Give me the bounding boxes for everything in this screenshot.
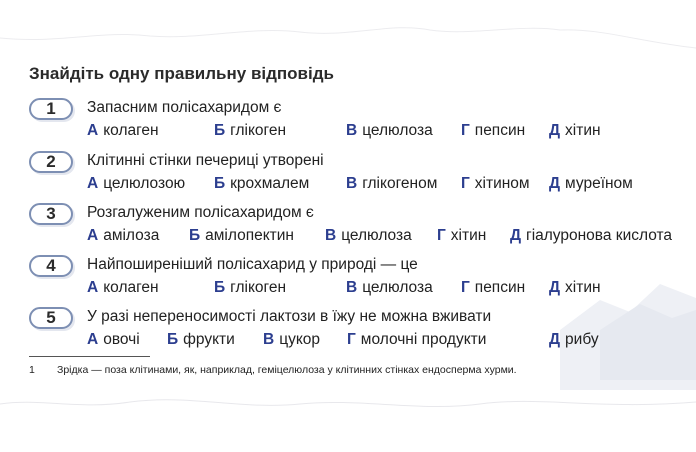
option-a[interactable]: [87, 175, 185, 193]
option-text: целюлоза: [362, 279, 433, 296]
option-text: амілопектин: [205, 227, 294, 244]
option-text: овочі: [103, 331, 140, 348]
footnote-number: 1: [29, 364, 35, 376]
option-text: хітин: [565, 279, 601, 296]
option-letter: Д: [549, 279, 561, 296]
option-letter: Б: [189, 227, 201, 244]
option-letter: А: [87, 331, 99, 348]
option-letter: Б: [214, 175, 226, 192]
option-d[interactable]: [461, 122, 525, 140]
option-b[interactable]: [214, 175, 309, 193]
option-c[interactable]: [346, 122, 433, 140]
option-letter: А: [87, 175, 99, 192]
option-letter: В: [346, 279, 358, 296]
option-letter: Б: [214, 279, 226, 296]
option-text: колаген: [103, 279, 159, 296]
question-number-badge: 1: [29, 98, 73, 120]
question-2: [29, 151, 696, 199]
question-number-badge: 3: [29, 203, 73, 225]
question-text: Розгалуженим полісахаридом є: [87, 204, 314, 221]
option-letter: Д: [549, 331, 561, 348]
option-c[interactable]: [325, 227, 412, 245]
footnote-divider: [29, 356, 150, 357]
option-letter: Д: [549, 122, 561, 139]
footnote: [29, 364, 517, 376]
footnote-text: Зрідка — поза клітинами, як, наприклад, геміцелюлоза у клітинних стінках ендосперма хурми.: [57, 364, 517, 376]
option-letter: Г: [461, 122, 470, 139]
option-text: целюлоза: [341, 227, 412, 244]
option-e[interactable]: [549, 279, 601, 297]
option-e[interactable]: [510, 227, 672, 245]
option-letter: Г: [461, 279, 470, 296]
question-5: [29, 307, 696, 355]
question-number-badge: 5: [29, 307, 73, 329]
option-letter: В: [346, 122, 358, 139]
option-d[interactable]: [461, 279, 525, 297]
option-e[interactable]: [549, 175, 633, 193]
question-number-badge: 2: [29, 151, 73, 173]
option-d[interactable]: [437, 227, 486, 245]
option-letter: Д: [510, 227, 522, 244]
option-text: цукор: [279, 331, 321, 348]
option-b[interactable]: [167, 331, 235, 349]
option-e[interactable]: [549, 122, 601, 140]
option-b[interactable]: [214, 122, 286, 140]
option-letter: Б: [167, 331, 179, 348]
option-letter: Б: [214, 122, 226, 139]
option-b[interactable]: [189, 227, 294, 245]
option-letter: Г: [347, 331, 356, 348]
option-letter: Г: [437, 227, 446, 244]
option-text: глікогеном: [362, 175, 438, 192]
option-text: муреїном: [565, 175, 633, 192]
option-text: крохмалем: [230, 175, 310, 192]
question-4: [29, 255, 696, 303]
option-text: пепсин: [474, 279, 526, 296]
option-text: колаген: [103, 122, 159, 139]
option-letter: В: [325, 227, 337, 244]
option-a[interactable]: [87, 227, 159, 245]
question-text: Найпоширеніший полісахарид у природі — це: [87, 256, 418, 273]
option-c[interactable]: [263, 331, 320, 349]
option-text: амілоза: [103, 227, 160, 244]
option-text: пепсин: [474, 122, 526, 139]
option-a[interactable]: [87, 279, 159, 297]
option-text: целюлозою: [103, 175, 186, 192]
option-text: хітин: [450, 227, 487, 244]
option-e[interactable]: [549, 331, 599, 349]
option-text: целюлоза: [362, 122, 433, 139]
question-text: Клітинні стінки печериці утворені: [87, 152, 324, 169]
exercise-heading: Знайдіть одну правильну відповідь: [29, 64, 334, 83]
question-text: Запасним полісахаридом є: [87, 99, 282, 116]
option-a[interactable]: [87, 122, 159, 140]
option-text: глікоген: [230, 279, 287, 296]
option-d[interactable]: [461, 175, 530, 193]
option-a[interactable]: [87, 331, 140, 349]
option-text: молочні продукти: [360, 331, 487, 348]
question-3: [29, 203, 696, 251]
option-d[interactable]: [347, 331, 486, 349]
option-letter: В: [346, 175, 358, 192]
option-text: хітин: [565, 122, 601, 139]
option-letter: А: [87, 227, 99, 244]
question-number-badge: 4: [29, 255, 73, 277]
option-c[interactable]: [346, 279, 433, 297]
option-letter: А: [87, 122, 99, 139]
option-letter: Д: [549, 175, 561, 192]
option-b[interactable]: [214, 279, 286, 297]
option-c[interactable]: [346, 175, 437, 193]
option-text: глікоген: [230, 122, 287, 139]
option-letter: В: [263, 331, 275, 348]
question-1: [29, 98, 696, 146]
option-text: гіалуронова кислота: [526, 227, 673, 244]
option-letter: Г: [461, 175, 470, 192]
option-letter: А: [87, 279, 99, 296]
option-text: рибу: [565, 331, 599, 348]
option-text: фрукти: [183, 331, 235, 348]
question-text: У разі непереносимості лактози в їжу не можна вживати: [87, 308, 492, 325]
option-text: хітином: [474, 175, 530, 192]
